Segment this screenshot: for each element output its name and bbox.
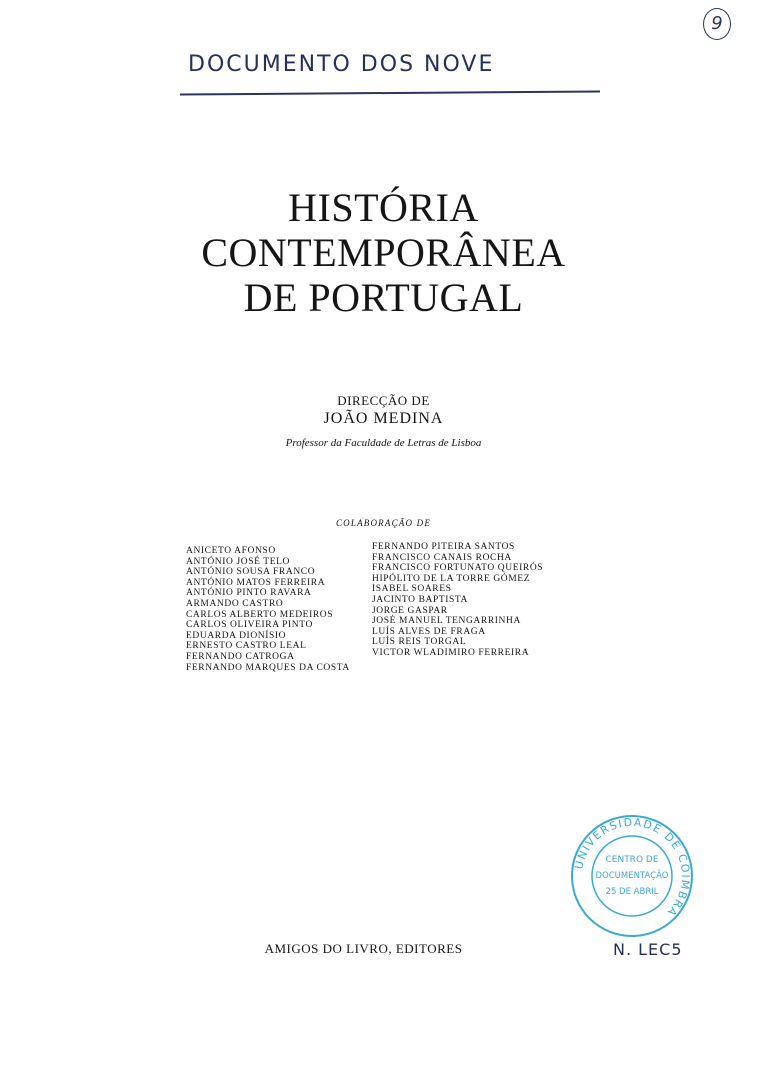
contributor-name: CARLOS ALBERTO MEDEIROS — [186, 609, 334, 620]
contributor-name: ANICETO AFONSO — [186, 546, 276, 556]
stamp-line-3: 25 DE ABRIL — [605, 887, 659, 897]
contributor-name: VICTOR WLADIMIRO FERREIRA — [372, 647, 530, 658]
contributor-name: FRANCISCO FORTUNATO QUEIRÓS — [372, 563, 544, 574]
contributor-name: ANTÓNIO JOSÉ TELO — [186, 556, 290, 567]
library-stamp — [568, 812, 696, 940]
director-name: JOÃO MEDINA — [323, 410, 444, 427]
contributor-name: ANTÓNIO MATOS FERREIRA — [186, 577, 326, 588]
contributors-left-column — [186, 546, 350, 673]
contributor-name: ANTÓNIO SOUSA FRANCO — [186, 567, 316, 578]
contributor-name: ARMANDO CASTRO — [186, 598, 284, 609]
contributor-name: HIPÓLITO DE LA TORRE GÓMEZ — [372, 573, 531, 584]
title-line-1: HISTÓRIA — [288, 185, 479, 230]
book-title — [0, 185, 767, 320]
stamp-line-1: CENTRO DE — [605, 855, 659, 865]
contributor-name: ERNESTO CASTRO LEAL — [186, 641, 307, 652]
contributor-name: JORGE GASPAR — [372, 605, 448, 616]
publisher: AMIGOS DO LIVRO, EDITORES — [264, 941, 463, 956]
contributor-name: CARLOS OLIVEIRA PINTO — [186, 620, 313, 631]
stamp-ring-text: UNIVERSIDADE DE COIMBRA — [572, 815, 693, 920]
handwritten-underline — [180, 91, 600, 96]
svg-text:UNIVERSIDADE DE COIMBRA — [572, 816, 692, 920]
handwritten-header: DOCUMENTO DOS NOVE — [188, 52, 495, 77]
contributor-name: FERNANDO PITEIRA SANTOS — [372, 542, 515, 552]
title-line-3: DE PORTUGAL — [243, 275, 524, 320]
collaboration-label: COLABORAÇÃO DE — [335, 518, 432, 528]
stamp-line-2: DOCUMENTAÇÃO — [595, 871, 669, 881]
title-line-2: CONTEMPORÂNEA — [201, 230, 566, 275]
contributor-name: FRANCISCO CANAIS ROCHA — [372, 552, 512, 563]
contributor-name: ISABEL SOARES — [372, 584, 452, 595]
contributor-name: ANTÓNIO PINTO RAVARA — [186, 588, 312, 599]
contributor-name: LUÍS ALVES DE FRAGA — [372, 626, 486, 637]
direction-label: DIRECÇÃO DE — [337, 393, 430, 408]
contributor-name: EDUARDA DIONÍSIO — [186, 630, 287, 641]
contributor-name: JOSÉ MANUEL TENGARRINHA — [372, 616, 521, 627]
contributor-name: JACINTO BAPTISTA — [372, 594, 469, 605]
contributor-name: FERNANDO MARQUES DA COSTA — [186, 662, 350, 673]
handwritten-inventory-number: N. LEC5 — [613, 940, 683, 959]
director-affiliation: Professor da Faculdade de Letras de Lisboa — [285, 437, 482, 449]
handwritten-page-number: 9 — [703, 8, 731, 40]
contributor-name: FERNANDO CATROGA — [186, 651, 295, 662]
contributor-name: LUÍS REIS TORGAL — [372, 637, 467, 648]
contributors-right-column — [372, 542, 543, 659]
